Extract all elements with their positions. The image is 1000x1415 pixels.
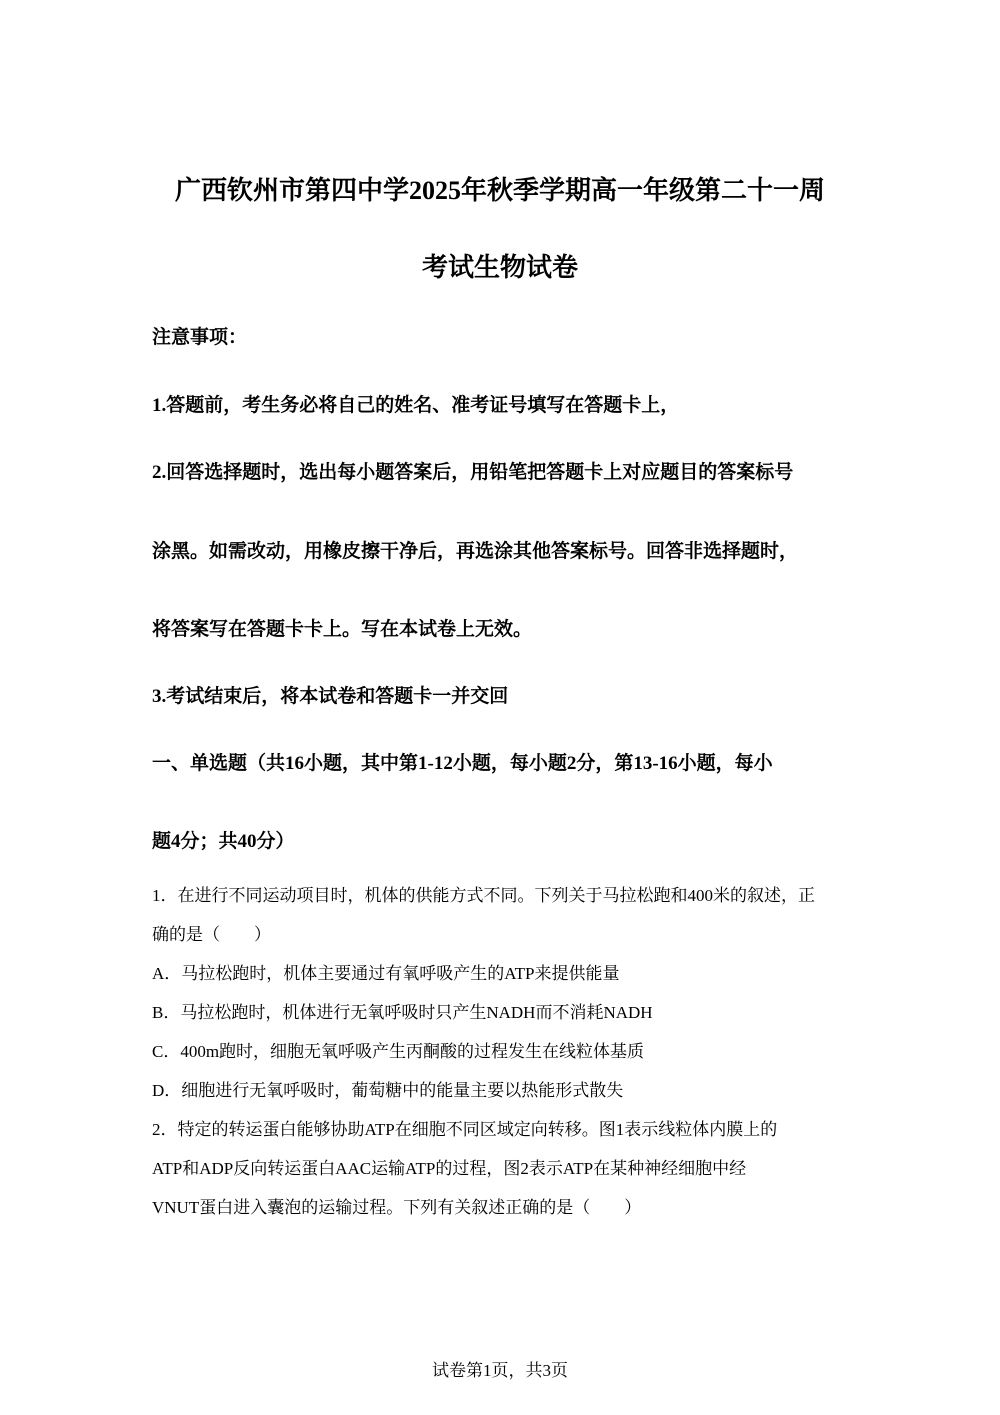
notice-item-3: 3.考试结束后，将本试卷和答题卡一并交回	[152, 686, 509, 707]
question-2-stem-line-2: ATP和ADP反向转运蛋白AAC运输ATP的过程，图2表示ATP在某种神经细胞中经	[152, 1159, 747, 1178]
notice-item-2-line-2: 涂黑。如需改动，用橡皮擦干净后，再选涂其他答案标号。回答非选择题时，	[152, 541, 799, 562]
question-2-stem-line-1: 2．特定的转运蛋白能够协助ATP在细胞不同区域定向转移。图1表示线粒体内膜上的	[152, 1120, 778, 1139]
question-2-stem-line-3: VNUT蛋白进入囊泡的运输过程。下列有关叙述正确的是（ ）	[152, 1198, 642, 1217]
question-1-option-a: A．马拉松跑时，机体主要通过有氧呼吸产生的ATP来提供能量	[152, 964, 620, 983]
page-footer: 试卷第1页，共3页	[432, 1361, 568, 1380]
notice-item-2-line-1: 2.回答选择题时，选出每小题答案后，用铅笔把答题卡上对应题目的答案标号	[152, 462, 794, 483]
question-1-option-b: B．马拉松跑时，机体进行无氧呼吸时只产生NADH而不消耗NADH	[152, 1003, 653, 1022]
question-1-option-d: D．细胞进行无氧呼吸时，葡萄糖中的能量主要以热能形式散失	[152, 1081, 624, 1100]
section-heading-line-2: 题4分；共40分）	[152, 831, 295, 852]
question-1-stem-line-2: 确的是（ ）	[152, 925, 271, 944]
notice-item-1: 1.答题前，考生务必将自己的姓名、准考证号填写在答题卡上，	[152, 395, 680, 416]
exam-title-line-1: 广西钦州市第四中学2025年秋季学期高一年级第二十一周	[174, 176, 825, 205]
question-1-option-c: C．400m跑时，细胞无氧呼吸产生丙酮酸的过程发生在线粒体基质	[152, 1042, 645, 1061]
question-1-stem-line-1: 1．在进行不同运动项目时，机体的供能方式不同。下列关于马拉松跑和400米的叙述，正	[152, 886, 815, 905]
exam-title-line-2: 考试生物试卷	[421, 253, 578, 282]
section-heading-line-1: 一、单选题（共16小题，其中第1-12小题，每小题2分，第13-16小题，每小	[152, 753, 773, 774]
notice-item-2-line-3: 将答案写在答题卡卡上。写在本试卷上无效。	[152, 619, 533, 640]
notice-heading: 注意事项：	[152, 327, 248, 348]
